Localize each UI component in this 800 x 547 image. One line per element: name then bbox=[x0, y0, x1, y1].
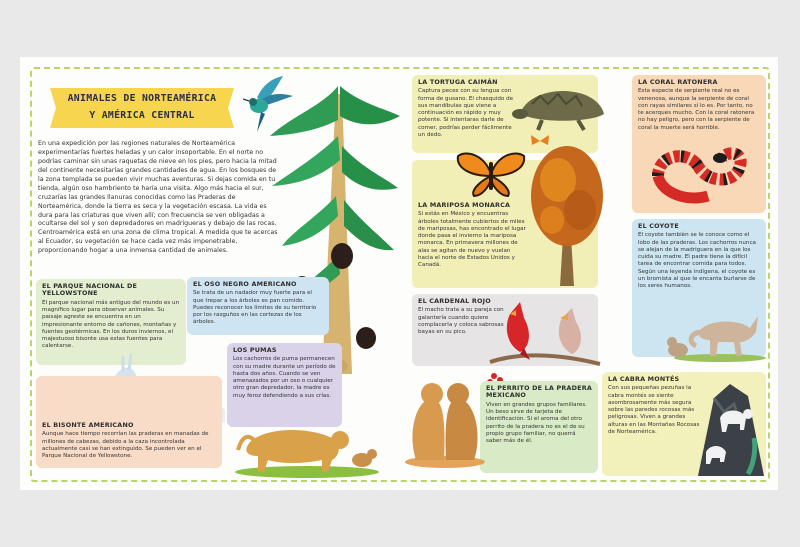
card-text: El macho trata a su pareja con galantería cuando quiere complacerla y coloca sabrosas bayas en su pico. bbox=[418, 307, 504, 336]
card-title: EL PERRITO DE LA PRADERA MEXICANO bbox=[486, 384, 592, 400]
prairie-dogs-illustration bbox=[404, 374, 486, 468]
card-text: Viven en grandes grupos familiares. Un beso sirve de tarjeta de identificación. Si el aroma del otro perrito de la pradera no es el de su propio grupo familiar, no querrá saber más de él. bbox=[486, 401, 587, 445]
card-text: Se trata de un nadador muy fuerte para el que trepar a los árboles es pan comido. Puedes reconocer los límites de su territorio por los rasguños en las cortezas de los árboles. bbox=[193, 290, 317, 326]
card-title: LA CORAL RATONERA bbox=[638, 78, 718, 86]
card-text: Si estás en México y encuentras árboles totalmente cubiertos de miles de mariposas, has encontrado el lugar donde pasa el invierno la mariposa monarca. En primavera millones de alas se agitan de nuevo y vuelan hacia el norte de Estados Unidos y Canadá. bbox=[418, 211, 526, 269]
page-title bbox=[44, 86, 240, 130]
card-text: Captura peces con su lengua con forma de gusano. El chasquido de sus mandíbulas que viene a continuación es rápido y muy potente. Si intentaras darle de comer, podrías perder fácilmente un dedo. bbox=[418, 88, 514, 138]
card-title: LA CABRA MONTÉS bbox=[608, 375, 680, 383]
title-line-1: ANIMALES DE NORTEAMÉRICA bbox=[67, 93, 217, 104]
coyote-illustration bbox=[660, 302, 766, 362]
butterfly-tree-illustration bbox=[528, 140, 606, 288]
card-text: El parque nacional más antiguo del mundo es un magnífico lugar para observar animales. Su paisaje agreste se encuentra en un impresionante entorno de cañones, montañas y fuentes geotérmicas. En los duros inviernos, el majestuoso bisonte usa estas fuentes para calentarse. bbox=[42, 299, 180, 350]
cardinal-birds-illustration bbox=[480, 292, 606, 386]
card-title: LA TORTUGA CAIMÁN bbox=[418, 78, 498, 86]
card-text: El coyote también se le conoce como el lobo de las praderas. Los cachorros nunca se alejan de la madriguera en la que los cuida su madre. El padre tiene la difícil tarea de encontrar comida para todos. Según una leyenda indígena, el coyote es un bromista al que le encanta burlarse de los seres humanos. bbox=[638, 232, 756, 290]
card-text: Los cachorros de puma permanecen con su madre durante un período de hasta dos años. Cuando se ven amenazados por un oso o cualquier otro gran depredador, la madre es muy feroz defendiendo a sus crías. bbox=[233, 356, 336, 399]
card-text: Esta especie de serpiente real no es venenosa, aunque la serpiente de coral con rayas similares sí lo es. Por tanto, no te acerques mucho. Con la coral ratonera no hay peligro, pero con la serpiente de coral la muerte será horrible. bbox=[638, 88, 755, 131]
card-oso-negro bbox=[187, 277, 329, 335]
card-perrito-pradera bbox=[480, 381, 598, 473]
card-text: Aunque hace tiempo recorrían las praderas en manadas de millones de cabezas, debido a la caza incontrolada actualmente casi se han extinguido. Se pueden ver en el Parque Nacional de Yellowstone. bbox=[42, 431, 209, 460]
card-title: EL PARQUE NACIONAL DE YELLOWSTONE bbox=[42, 282, 138, 298]
intro-paragraph: En una expedición por las regiones naturales de Norteamérica experimentarías fuertes heladas y un calor insoportable. En el norte no podrías caminar sin unas raquetas de nieve en los pies, pero hacia la mitad del continente necesitarías grandes cantidades de agua. En los bosques de la zona templada se pueden vivir muchas aventuras. Si dejas comida en tu tienda, algún oso hambriento te haría una visita. Algo más hacia el sur, cruzarías las grandes llanuras conocidas como las Praderas de Norteamérica, donde la tierra es seca y la vegetación escasa. La vida es dura para las criaturas que viven allí; con frecuencia se ven obligadas a ocultarse del sol y son depredadores en madrigueras y debajo de las rocas. Centroamérica está en una zona de clima tropical. A medida que te acercas al Ecuador, su vegetación se hace cada vez más impenetrable, proporcionando hogar a una inmensa cantidad de animales. bbox=[38, 140, 278, 255]
card-title: EL OSO NEGRO AMERICANO bbox=[193, 280, 297, 288]
card-text: Con sus pequeñas pezuñas la cabra montés se siente asombrosamente más segura sobre las paredes rocosas más peligrosas. Viven a grandes alturas en las Montañas Rocosas de Norteamérica. bbox=[608, 385, 700, 435]
card-title: EL COYOTE bbox=[638, 222, 679, 230]
coral-snake-illustration bbox=[648, 146, 758, 208]
title-line-2: Y AMÉRICA CENTRAL bbox=[89, 110, 195, 121]
card-title: LA MARIPOSA MONARCA bbox=[418, 201, 511, 209]
card-title: EL CARDENAL ROJO bbox=[418, 297, 491, 305]
card-title: EL BISONTE AMERICANO bbox=[42, 421, 134, 429]
monarch-butterfly-illustration bbox=[456, 150, 526, 198]
card-title: LOS PUMAS bbox=[233, 346, 277, 354]
snapping-turtle-illustration bbox=[512, 84, 608, 134]
puma-illustration bbox=[232, 410, 382, 480]
card-bisonte bbox=[36, 376, 222, 468]
mountain-goat-illustration bbox=[684, 378, 768, 476]
